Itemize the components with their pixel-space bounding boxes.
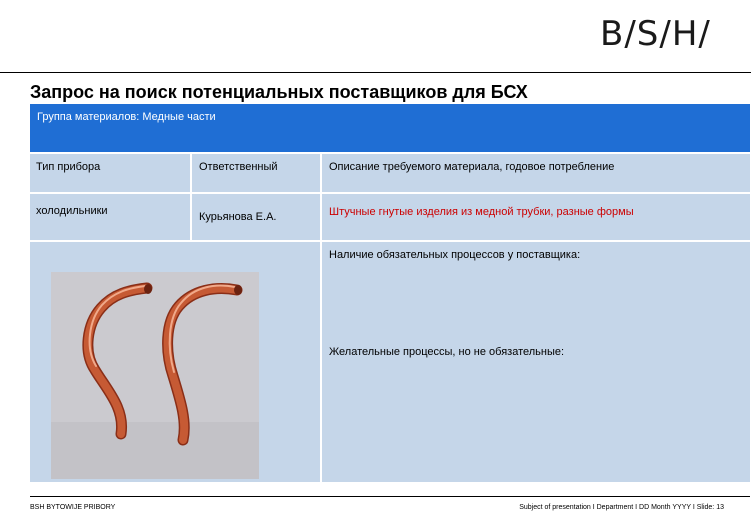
cell-device-type: [30, 194, 190, 240]
header-description: Описание требуемого материала, годовое потребление: [329, 161, 615, 173]
header-cell-description: [322, 154, 750, 192]
header-cell-device-type: [30, 154, 190, 192]
footer-company: BSH BYTOWIJE PRIBORY: [30, 504, 116, 511]
device-type-value: холодильники: [36, 205, 108, 217]
cell-processes: [322, 242, 750, 482]
material-group-label: Группа материалов: Медные части: [37, 111, 216, 123]
material-group-band: [30, 104, 750, 152]
header-divider: [0, 72, 751, 73]
responsible-value: Курьянова Е.А.: [199, 211, 277, 223]
cell-responsible: [192, 194, 320, 240]
copper-tube-image: [51, 272, 259, 479]
cell-description: [322, 194, 750, 240]
required-processes-label: Наличие обязательных процессов у поставщика:: [329, 249, 581, 261]
description-value: Штучные гнутые изделия из медной трубки, разные формы: [329, 206, 634, 218]
copper-parts-photo: [51, 272, 259, 479]
header-responsible: Ответственный: [199, 161, 278, 173]
footer-divider: [30, 496, 750, 497]
header-device-type: Тип прибора: [36, 161, 101, 173]
header-cell-responsible: [192, 154, 320, 192]
desired-processes-label: Желательные процессы, но не обязательные:: [329, 346, 565, 358]
footer-slide-info: Subject of presentation I Department I DD Month YYYY I Slide: 13: [519, 504, 724, 511]
page-title: Запрос на поиск потенциальных поставщиков для БСХ: [30, 82, 528, 102]
bsh-logo: B/S/H/: [600, 14, 711, 54]
